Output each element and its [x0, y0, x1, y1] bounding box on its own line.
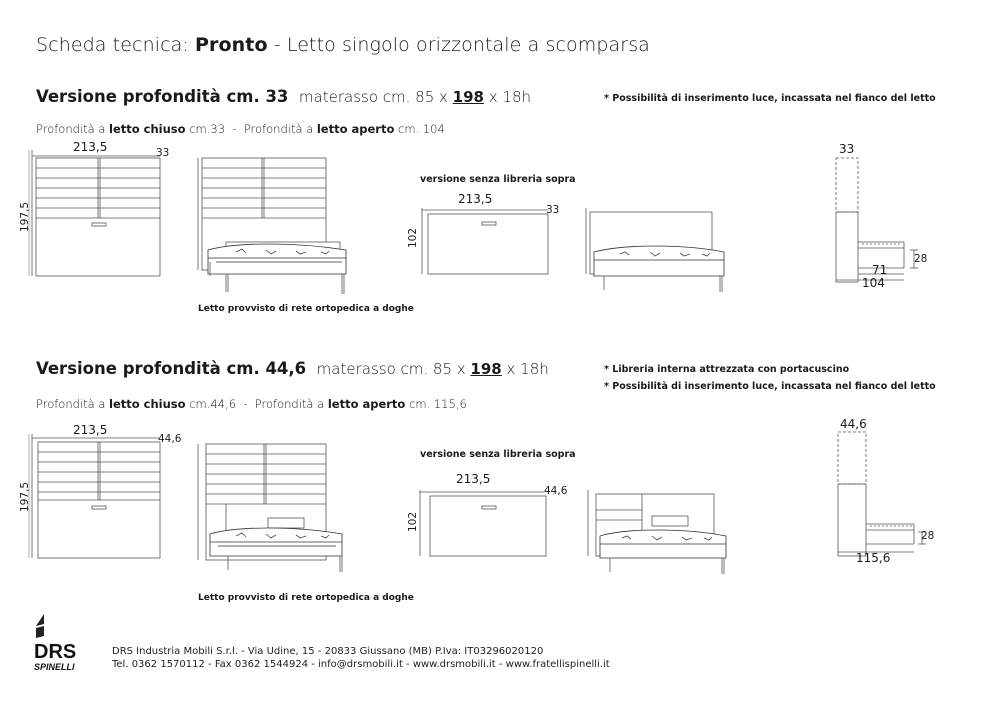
v1-dim-height2: 102: [407, 227, 419, 248]
v1-open-cabinet-drawing: [196, 158, 356, 298]
v2-mattress-post: x 18h: [501, 360, 549, 378]
v2-depth-closed-label: letto chiuso: [109, 397, 186, 411]
v1-mattress-len: 198: [452, 88, 484, 106]
v1-side-104: 104: [862, 276, 885, 290]
v1-nolib-closed-drawing: [420, 208, 550, 278]
v1-heading-row: [36, 87, 531, 106]
footer-line2: Tel. 0362 1570112 - Fax 0362 1544924 - info@drsmobili.it - www.drsmobili.it - www.fratellispinelli.it: [112, 659, 610, 670]
v2-heading: Versione profondità cm. 44,6: [36, 359, 307, 378]
v2-side-28: 28: [921, 530, 935, 542]
v2-depth-sep: -: [236, 397, 255, 411]
v1-side-71: 71: [872, 263, 888, 277]
v2-dim-height2: 102: [407, 511, 419, 532]
v2-mattress-len: 198: [470, 360, 502, 378]
v1-closed-cabinet-drawing: [28, 150, 168, 280]
logo-text-top: DRS: [34, 641, 77, 663]
v2-dim-width: 213,5: [73, 423, 108, 437]
v1-caption: Letto provvisto di rete ortopedica a doghe: [198, 304, 414, 314]
v1-heading: Versione profondità cm. 33: [36, 87, 289, 106]
v1-note-light: * Possibilità di inserimento luce, incassata nel fianco del letto: [604, 93, 936, 104]
v2-side-top: 44,6: [840, 417, 867, 431]
v1-depth-closed-label: letto chiuso: [109, 122, 186, 136]
v2-open-cabinet-drawing: [196, 444, 356, 574]
v2-nolib-closed-drawing: [418, 490, 548, 560]
v2-caption: Letto provvisto di rete ortopedica a doghe: [198, 593, 414, 603]
v1-dim-width: 213,5: [73, 140, 108, 154]
v2-dim-width2: 213,5: [456, 472, 491, 486]
v2-closed-cabinet-drawing: [28, 434, 168, 564]
v1-depth-open-val: cm. 104: [394, 122, 445, 136]
v2-dim-depth2: 44,6: [544, 485, 568, 497]
v1-depth-closed-val: cm.33: [185, 122, 226, 136]
v1-dim-depth: 33: [156, 147, 170, 159]
title-prefix: Scheda tecnica:: [36, 34, 196, 56]
v2-depth-line: [36, 397, 467, 411]
v1-nolib-open-drawing: [584, 208, 734, 294]
v1-mattress: [299, 88, 531, 106]
v1-dim-width2: 213,5: [458, 192, 493, 206]
v2-note-library: * Libreria interna attrezzata con portacuscino: [604, 364, 850, 375]
title-suffix: - Letto singolo orizzontale a scomparsa: [267, 34, 650, 56]
v2-depth-b: Profondità a: [254, 397, 328, 411]
v2-depth-open-val: cm. 115,6: [405, 397, 467, 411]
page-title: [36, 34, 650, 56]
v1-depth-open-label: letto aperto: [316, 122, 395, 136]
v2-dim-depth: 44,6: [158, 433, 182, 445]
v2-no-lib-label: versione senza libreria sopra: [420, 449, 576, 460]
v1-no-lib-label: versione senza libreria sopra: [420, 174, 576, 185]
v1-mattress-post: x 18h: [483, 88, 531, 106]
v1-depth-b: Profondità a: [243, 122, 317, 136]
v2-depth-closed-val: cm.44,6: [185, 397, 237, 411]
v2-side-1156: 115,6: [856, 551, 891, 565]
v1-side-28: 28: [914, 253, 928, 265]
v1-depth-a: Profondità a: [36, 122, 110, 136]
v2-nolib-open-drawing: [586, 490, 736, 576]
v1-mattress-pre: materasso cm. 85 x: [298, 88, 453, 106]
v2-note-light: * Possibilità di inserimento luce, incassata nel fianco del letto: [604, 381, 936, 392]
v1-depth-sep: -: [225, 122, 244, 136]
v1-depth-line: [36, 122, 445, 136]
v1-dim-depth2: 33: [546, 204, 560, 216]
logo-text-bottom: SPINELLI: [34, 662, 75, 672]
v1-side-top: 33: [839, 142, 855, 156]
v1-dim-height: 197,5: [19, 201, 31, 232]
v2-depth-open-label: letto aperto: [327, 397, 406, 411]
title-product: Pronto: [195, 34, 268, 56]
v2-depth-a: Profondità a: [36, 397, 110, 411]
v2-mattress-pre: materasso cm. 85 x: [316, 360, 471, 378]
v2-mattress: [317, 360, 549, 378]
drs-logo: [34, 612, 104, 672]
v2-dim-height: 197,5: [19, 481, 31, 512]
v2-heading-row: [36, 359, 549, 378]
footer-line1: DRS Industria Mobili S.r.l. - Via Udine, 15 - 20833 Giussano (MB) P.Iva: IT03296020120: [112, 646, 544, 657]
